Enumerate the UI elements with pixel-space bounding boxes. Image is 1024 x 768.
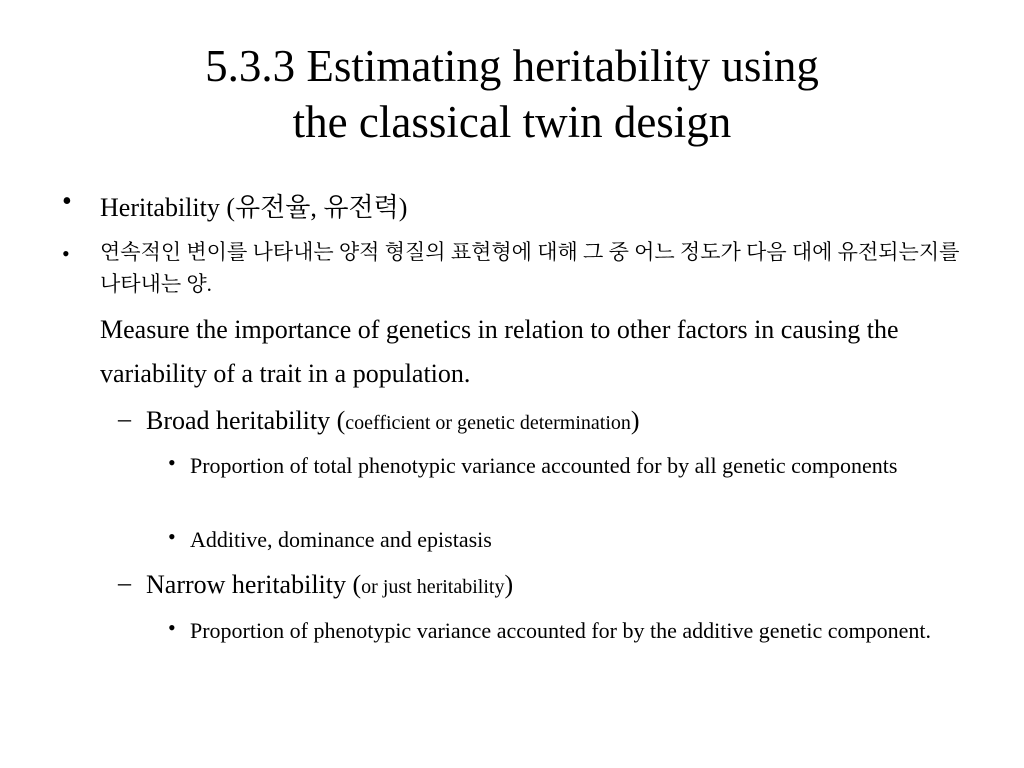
narrow-heritability-detail-1: Proportion of phenotypic variance accounted for by the additive genetic component. [190,618,932,643]
broad-heritability-label: Broad heritability ( [146,406,346,435]
bullet-icon: • [168,524,176,549]
bullet-icon: • [168,615,176,640]
bullet-icon: • [62,241,70,266]
narrow-heritability-subtitle: or just heritability [361,576,505,598]
heritability-definition: Measure the importance of genetics in relation to other factors in causing the variability of a trait in a population. [100,315,899,388]
narrow-heritability-label: Narrow heritability ( [146,570,362,599]
broad-heritability-close: ) [630,406,640,435]
bullet-icon: • [168,450,176,475]
korean-definition: 연속적인 변이를 나타내는 양적 형질의 표현형에 대해 그 중 어느 정도가 다음 대에 유전되는지를 나타내는 양. [100,240,960,296]
title-line-1: 5.3.3 Estimating heritability using [205,41,819,91]
broad-heritability-detail-2: Additive, dominance and epistasis [190,527,492,552]
dash-marker: – [118,404,131,433]
title-line-2: the classical twin design [292,97,732,147]
narrow-heritability-close: ) [504,570,514,599]
broad-heritability-detail-1: Proportion of total phenotypic variance accounted for by all genetic components [190,453,898,478]
broad-heritability-heading [146,404,966,440]
broad-heritability-subtitle: coefficient or genetic determination [345,412,631,434]
slide-title [80,38,944,150]
dash-marker: – [118,568,131,597]
heritability-heading: Heritability (유전율, 유전력) [100,193,408,222]
bullet-icon: • [62,186,72,217]
narrow-heritability-heading [146,568,966,604]
